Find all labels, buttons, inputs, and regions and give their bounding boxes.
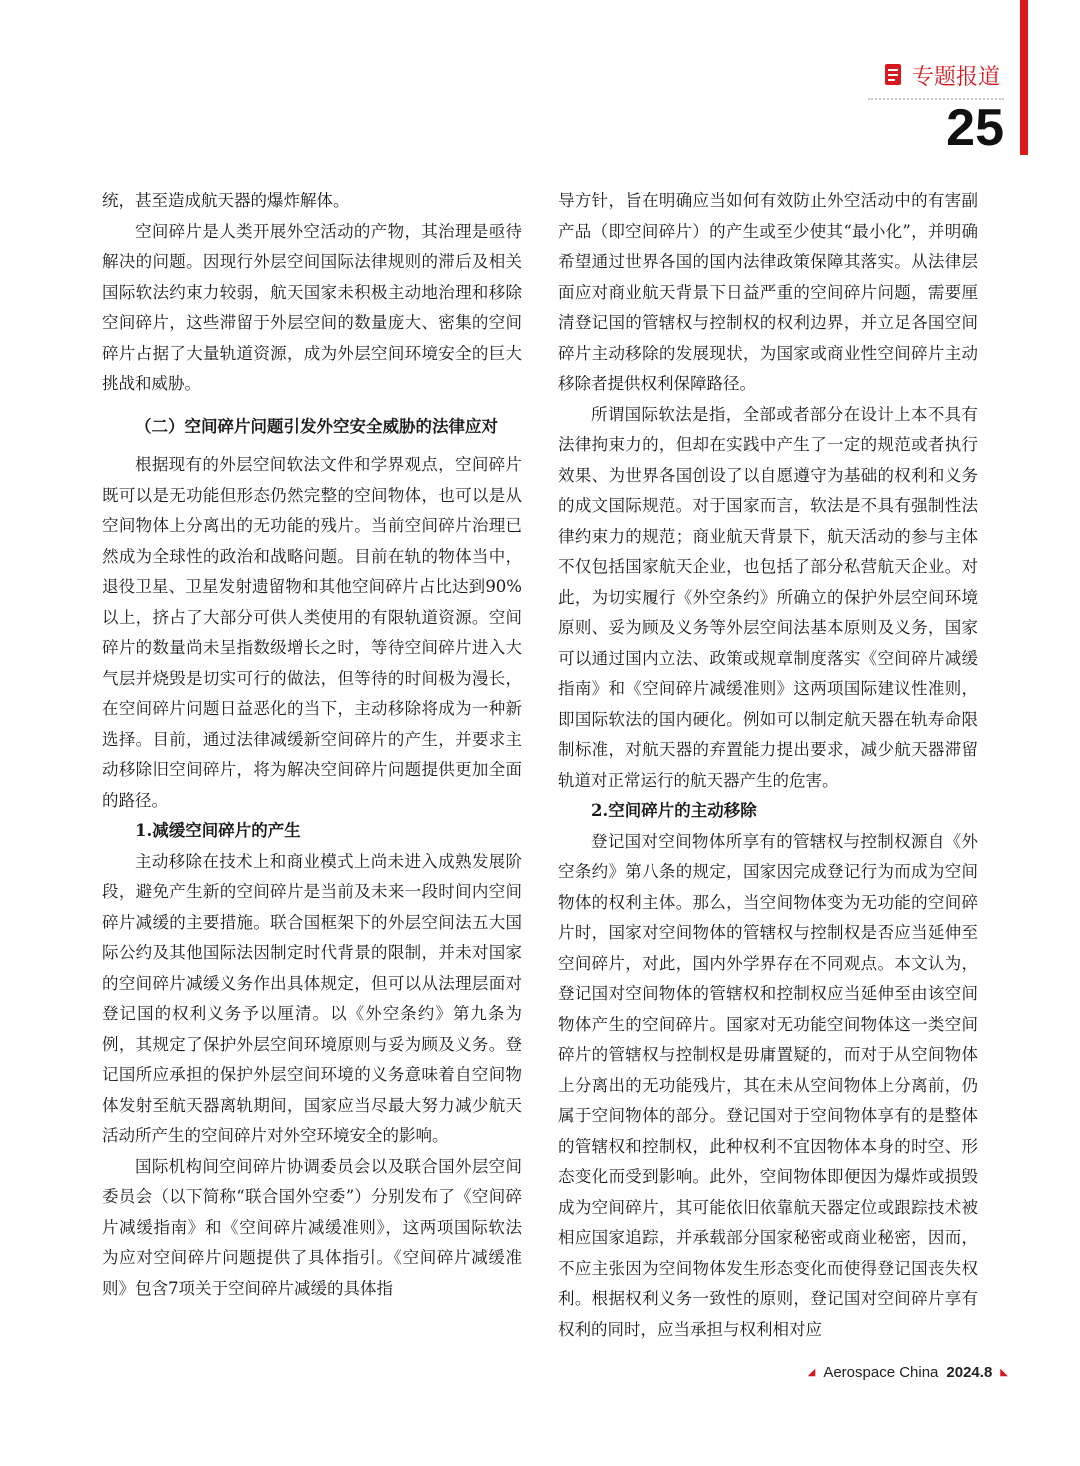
section-heading: （二）空间碎片问题引发外空安全威胁的法律应对 — [135, 416, 498, 436]
paragraph: 根据现有的外层空间软法文件和学界观点，空间碎片既可以是无功能但形态仍然完整的空间物体，也可以是从空间物体上分离出的无功能的残片。当前空间碎片治理已然成为全球性的政治和战略问题。目前在轨的物体当中，退役卫星、卫星发射遗留物和其他空间碎片占比达到90%以上，挤占了大部分可供人类使用的有限轨道资源。空间碎片的数量尚未呈指数级增长之时，等待空间碎片进入大气层并烧毁是切实可行的做法，但等待的时间极为漫长，在空间碎片问题日益恶化的当下，主动移除将成为一种新选择。目前，通过法律减缓新空间碎片的产生，并要求主动移除旧空间碎片，将为解决空间碎片问题提供更加全面的路径。 — [102, 455, 522, 810]
footer — [808, 1364, 1008, 1381]
left-column — [102, 186, 522, 1304]
paragraph: 主动移除在技术上和商业模式上尚未进入成熟发展阶段，避免产生新的空间碎片是当前及未来一段时间内空间碎片减缓的主要措施。联合国框架下的外层空间法五大国际公约及其他国际法因制定时代背景的限制，并未对国家的空间碎片减缓义务作出具体规定，但可以从法理层面对登记国的权利义务予以厘清。以《外空条约》第九条为例，其规定了保护外层空间环境原则与妥为顾及义务。登记国所应承担的保护外层空间环境的义务意味着自空间物体发射至航天器离轨期间，国家应当尽最大努力减少航天活动所产生的空间碎片对外空环境安全的影响。 — [102, 851, 522, 1145]
section-tag-label: 专题报道 — [911, 64, 1000, 90]
paragraph: 登记国对空间物体所享有的管辖权与控制权源自《外空条约》第八条的规定，国家因完成登记行为而成为空间物体的权利主体。那么，当空间物体变为无功能的空间碎片时，国家对空间物体的管辖权与控制权是否应当延伸至空间碎片，对此，国内外学界存在不同观点。本文认为，登记国对空间物体的管辖权和控制权应当延伸至由该空间物体产生的空间碎片。国家对无功能空间物体这一类空间碎片的管辖权与控制权是毋庸置疑的，而对于从空间物体上分离出的无功能残片，其在未从空间物体上分离前，仍属于空间物体的部分。登记国对于空间物体享有的是整体的管辖权和控制权，此种权利不宜因物体本身的时空、形态变化而受到影响。此外，空间物体即便因为爆炸或损毁成为空间碎片，其可能依旧依靠航天器定位或跟踪技术被相应国家追踪，并承载部分国家秘密或商业秘密，因而，不应主张因为空间物体发生形态变化而使得登记国丧失权利。根据权利义务一致性的原则，登记国对空间碎片享有权利的同时，应当承担与权利相对应 — [558, 831, 978, 1339]
magazine-name: Aerospace China — [823, 1364, 939, 1381]
right-column — [558, 186, 978, 1345]
paragraph: 空间碎片是人类开展外空活动的产物，其治理是亟待解决的问题。因现行外层空间国际法律规则的滞后及相关国际软法约束力较弱，航天国家未积极主动地治理和移除空间碎片，这些滞留于外层空间的数量庞大、密集的空间碎片占据了大量轨道资源，成为外层空间环境安全的巨大挑战和威胁。 — [102, 221, 522, 393]
page-number: 25 — [946, 99, 1004, 157]
sub-heading: 2.空间碎片的主动移除 — [591, 801, 757, 820]
accent-bar — [1020, 0, 1028, 155]
triangle-icon: ◣ — [1000, 1367, 1008, 1378]
paragraph: 国际机构间空间碎片协调委员会以及联合国外层空间委员会（以下简称“联合国外空委”）分别发布了《空间碎片减缓指南》和《空间碎片减缓准则》，这两项国际软法为应对空间碎片问题提供了具体指引。《空间碎片减缓准则》包含7项关于空间碎片减缓的具体指 — [102, 1156, 522, 1298]
document-icon — [884, 63, 904, 87]
paragraph: 所谓国际软法是指，全部或者部分在设计上本不具有法律拘束力的，但却在实践中产生了一定的规范或者执行效果、为世界各国创设了以自愿遵守为基础的权利和义务的成文国际规范。对于国家而言，软法是不具有强制性法律约束力的规范；商业航天背景下，航天活动的参与主体不仅包括国家航天企业，也包括了部分私营航天企业。对此，为切实履行《外空条约》所确立的保护外层空间环境原则、妥为顾及义务等外层空间法基本原则及义务，国家可以通过国内立法、政策或规章制度落实《空间碎片减缓指南》和《空间碎片减缓准则》这两项国际建议性准则，即国际软法的国内硬化。例如可以制定航天器在轨寿命限制标准，对航天器的弃置能力提出要求，减少航天器滞留轨道对正常运行的航天器产生的危害。 — [558, 404, 978, 790]
sub-heading: 1.减缓空间碎片的产生 — [135, 821, 301, 840]
paragraph: 导方针，旨在明确应当如何有效防止外空活动中的有害副产品（即空间碎片）的产生或至少使其“最小化”，并明确希望通过世界各国的国内法律政策保障其落实。从法律层面应对商业航天背景下日益严重的空间碎片问题，需要厘清登记国的管辖权与控制权的权利边界，并立足各国空间碎片主动移除的发展现状，为国家或商业性空间碎片主动移除者提供权利保障路径。 — [558, 191, 978, 393]
triangle-icon: ◢ — [807, 1367, 816, 1378]
section-tag — [884, 58, 1000, 92]
paragraph: 统，甚至造成航天器的爆炸解体。 — [102, 191, 350, 210]
issue-number: 2024.8 — [946, 1364, 993, 1381]
